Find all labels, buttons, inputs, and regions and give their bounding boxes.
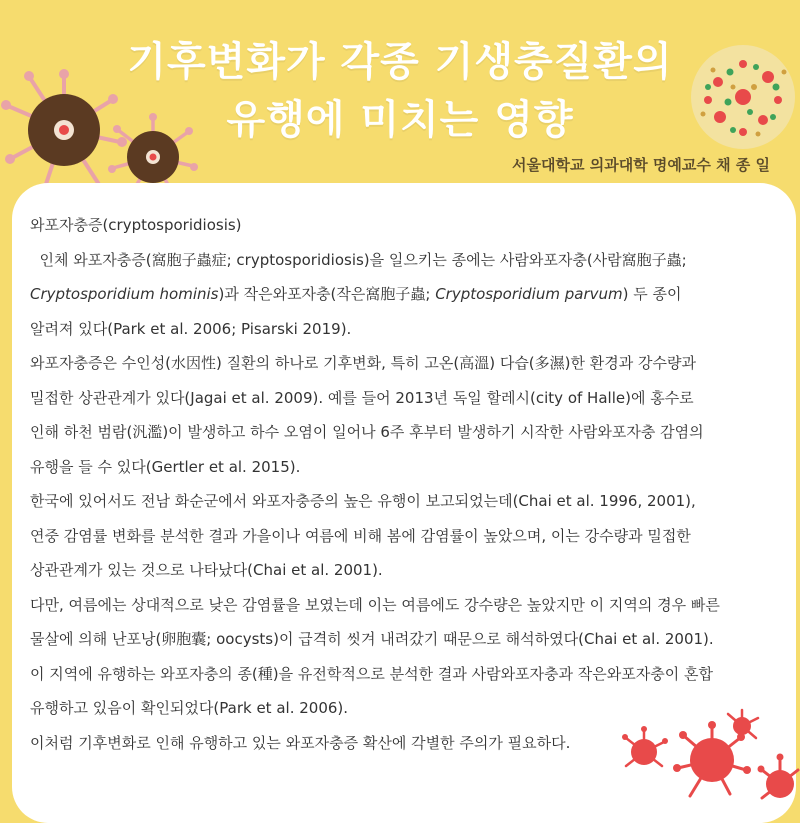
paragraph-3-line-2: 연중 감염률 변화를 분석한 결과 가을이나 여름에 비해 봄에 감염률이 높았으며, 이는 강수량과 밀접한 bbox=[30, 526, 691, 545]
paragraph-4-line-2: 물살에 의해 난포낭(卵胞囊; oocysts)이 급격히 씻겨 내려갔기 때문으로 해석하였다(Chai et al. 2001). bbox=[30, 630, 714, 648]
paragraph-6: 이처럼 기후변화로 인해 유행하고 있는 와포자충증 확산에 각별한 주의가 필요하다. bbox=[30, 733, 571, 752]
paragraph-2-line-2: 밀접한 상관관계가 있다(Jagai et al. 2009). 예를 들어 2013년 독일 할레시(city of Halle)에 홍수로 bbox=[30, 388, 694, 407]
paragraph-2-line-3: 인해 하천 범람(汎濫)이 발생하고 하수 오염이 일어나 6주 후부터 발생하기 시작한 사람와포자충 감염의 bbox=[30, 423, 704, 441]
paragraph-3-line-3: 상관관계가 있는 것으로 나타났다(Chai et al. 2001). bbox=[30, 561, 383, 579]
paragraph-1-line-2: Cryptosporidium hominis)과 작은와포자충(작은窩胞子蟲; Cryptosporidium parvum) 두 종이 bbox=[30, 285, 682, 303]
paragraph-4-line-1: 다만, 여름에는 상대적으로 낮은 감염률을 보였는데 이는 여름에도 강수량은 높았지만 이 지역의 경우 빠른 bbox=[30, 595, 720, 614]
paragraph-5-line-2: 유행하고 있음이 확인되었다(Park et al. 2006). bbox=[30, 699, 349, 717]
red-virus-icons bbox=[620, 708, 800, 800]
section-heading: 와포자충증(cryptosporidiosis) bbox=[30, 216, 242, 234]
paragraph-5-line-1: 이 지역에 유행하는 와포자충의 종(種)을 유전학적으로 분석한 결과 사람와포자충과 작은와포자충이 혼합 bbox=[30, 664, 713, 683]
title-line-2: 유행에 미치는 영향 bbox=[226, 97, 574, 143]
paragraph-2-line-4: 유행을 들 수 있다(Gertler et al. 2015). bbox=[30, 457, 301, 476]
author-credit: 서울대학교 의과대학 명예교수 채 종 일 bbox=[512, 156, 770, 174]
paragraph-2-line-1: 와포자충증은 수인성(水因性) 질환의 하나로 기후변화, 특히 고온(高溫) 다습(多濕)한 환경과 강수량과 bbox=[30, 354, 696, 372]
paragraph-3-line-1: 한국에 있어서도 전남 화순군에서 와포자충증의 높은 유행이 보고되었는데(Chai et al. 1996, 2001), bbox=[30, 492, 696, 510]
article-body bbox=[30, 208, 780, 760]
title-line-1: 기후변화가 각종 기생충질환의 bbox=[127, 39, 673, 85]
paragraph-1-line-1: 인체 와포자충증(窩胞子蟲症; cryptosporidiosis)을 일으키는 종에는 사람와포자충(사람窩胞子蟲; bbox=[39, 250, 687, 269]
paragraph-1-line-3: 알려져 있다(Park et al. 2006; Pisarski 2019). bbox=[30, 319, 352, 338]
virus-cluster-icon bbox=[688, 42, 798, 152]
